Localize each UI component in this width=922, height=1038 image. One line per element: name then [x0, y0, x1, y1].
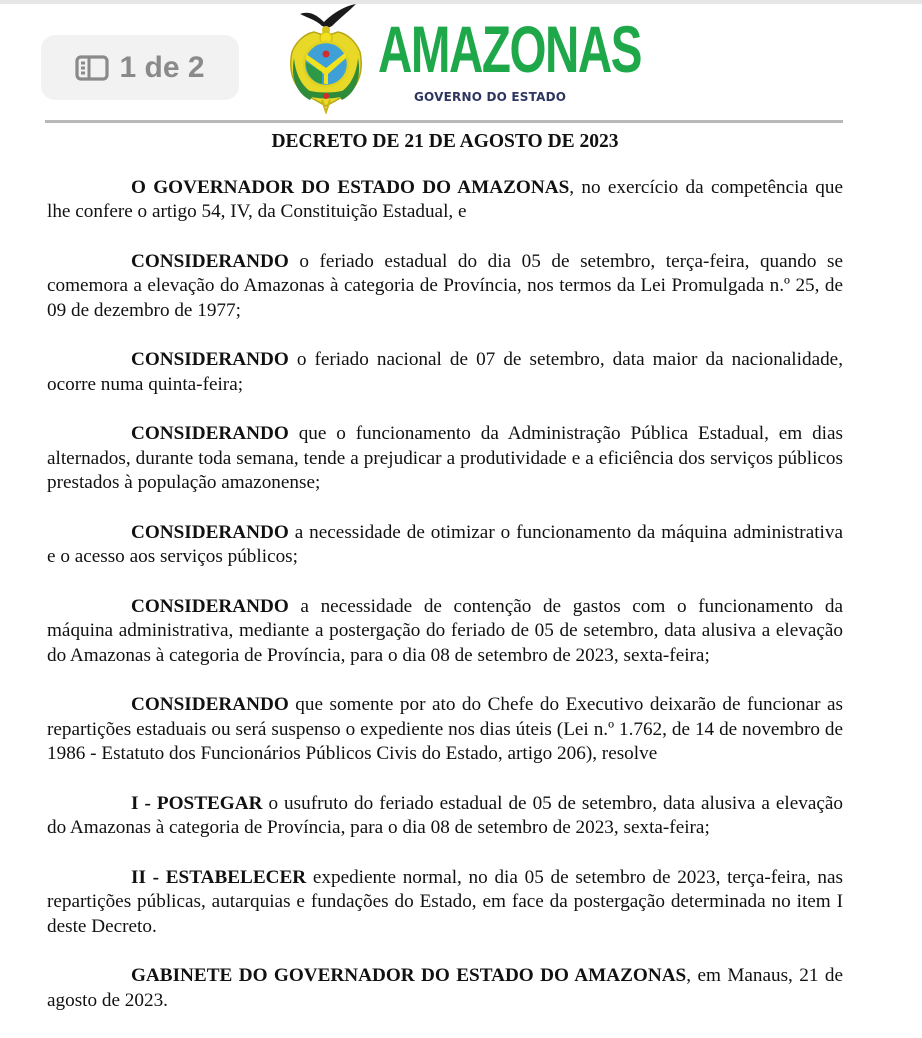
- decree-document: [47, 127, 843, 1038]
- decree-paragraph: [47, 176, 843, 225]
- paragraph-lead: CONSIDERANDO: [131, 521, 289, 543]
- page-indicator-label: 1 de 2: [119, 50, 205, 84]
- paragraph-text: a necessidade de otimizar o funcionamento da máquina administrativa e o acesso aos serviços públicos;: [47, 521, 843, 567]
- paragraph-text: que o funcionamento da Administração Pública Estadual, em dias alternados, durante toda semana, tende a prejudicar a produtividade e a eficiência dos serviços públicos prestados à população amazonense;: [47, 423, 843, 493]
- page-indicator-button[interactable]: [41, 35, 239, 100]
- coat-of-arms-icon: [282, 2, 370, 114]
- decree-paragraph: [47, 792, 843, 841]
- decree-paragraph: [47, 348, 843, 397]
- paragraph-text: que somente por ato do Chefe do Executivo deixarão de funcionar as repartições estaduais ou será suspenso o expediente nos dias úteis (Lei n.º 1.762, de 14 de novembro de 1986 - Estatuto dos Funcionários Públicos Civis do Estado, artigo 206), resolve: [47, 694, 843, 764]
- paragraph-lead: CONSIDERANDO: [131, 595, 289, 617]
- paragraph-lead: CONSIDERANDO: [131, 349, 289, 370]
- paragraph-text: a necessidade de contenção de gastos com o funcionamento da máquina administrativa, mediante a postergação do feriado de 05 de setembro, data alusiva a elevação do Amazonas à categoria de Província, para o dia 08 de setembro de 2023, sexta-feira;: [47, 595, 843, 666]
- paragraph-lead: O GOVERNADOR DO ESTADO DO AMAZONAS: [131, 176, 570, 198]
- decree-paragraph: [47, 422, 843, 496]
- decree-body: [47, 176, 843, 1014]
- paragraph-text: o usufruto do feriado estadual de 05 de setembro, data alusiva a elevação do Amazonas à categoria de Província, para o dia 08 de setembro de 2023, sexta-feira;: [47, 792, 843, 838]
- paragraph-lead: CONSIDERANDO: [131, 250, 289, 272]
- brand-name: AMAZONAS: [378, 12, 642, 86]
- decree-paragraph: [47, 964, 843, 1013]
- decree-paragraph: [47, 866, 843, 940]
- paragraph-text: expediente normal, no dia 05 de setembro de 2023, terça-feira, nas repartições públicas, autarquias e fundações do Estado, em face da postergação determinada no item I deste Decreto.: [47, 866, 843, 937]
- paragraph-lead: I - POSTEGAR: [131, 792, 263, 814]
- brand-logo: [378, 12, 642, 104]
- paragraph-text: o feriado nacional de 07 de setembro, data maior da nacionalidade, ocorre numa quinta-feira;: [47, 349, 843, 395]
- brand-subtitle: GOVERNO DO ESTADO: [414, 90, 567, 104]
- paragraph-lead: CONSIDERANDO: [131, 423, 289, 444]
- paragraph-lead: GABINETE DO GOVERNADOR DO ESTADO DO AMAZONAS: [131, 965, 687, 986]
- decree-paragraph: [47, 595, 843, 669]
- header-divider: [45, 120, 843, 123]
- paragraph-lead: II - ESTABELECER: [131, 866, 307, 888]
- decree-title: DECRETO DE 21 DE AGOSTO DE 2023: [271, 131, 619, 152]
- decree-paragraph: [47, 250, 843, 324]
- paragraph-lead: CONSIDERANDO: [131, 694, 289, 715]
- paragraph-text: , em Manaus, 21 de agosto de 2023.: [47, 965, 843, 1011]
- paragraph-text: o feriado estadual do dia 05 de setembro, terça-feira, quando se comemora a elevação do Amazonas à categoria de Província, nos termos da Lei Promulgada n.º 25, de 09 de dezembro de 1977;: [47, 250, 843, 321]
- decree-paragraph: [47, 693, 843, 767]
- sidebar-panel-icon: [75, 55, 109, 81]
- document-header: [276, 0, 642, 118]
- paragraph-text: , no exercício da competência que lhe confere o artigo 54, IV, da Constituição Estadual, e: [47, 176, 843, 222]
- decree-paragraph: [47, 521, 843, 570]
